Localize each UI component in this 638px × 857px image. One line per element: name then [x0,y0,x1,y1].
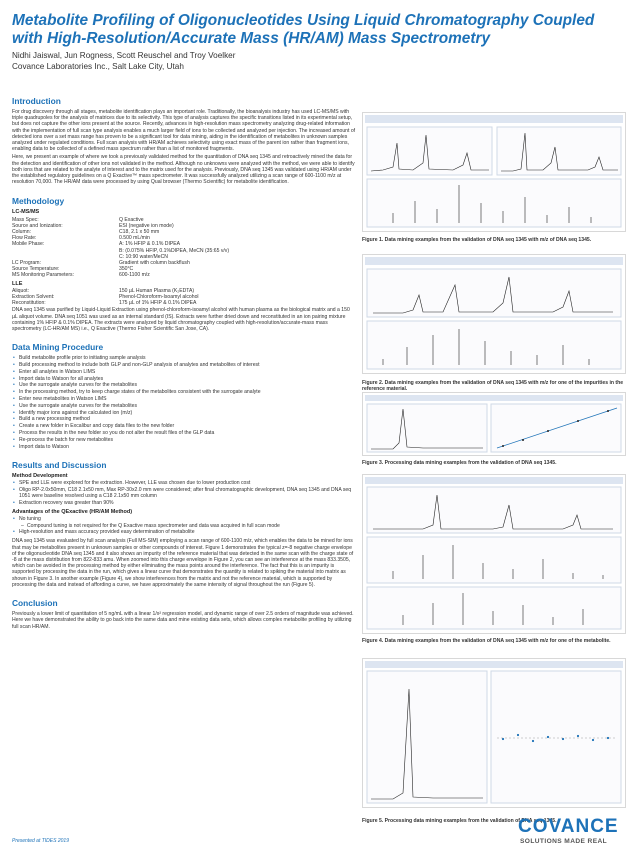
param-value: 0.500 mL/min [119,235,150,242]
poster-title: Metabolite Profiling of Oligonucleotides Using Liquid Chromatography Coupled with High-Resolution/Accurate Mass (HR/AM) Mass Spectrometry [12,12,595,47]
param-label: Mobile Phase: [12,241,45,248]
figure-5-image [362,658,626,808]
list-item: • Re-process the batch for new metabolites [12,437,356,443]
figure-2-caption: Figure 2. Data mining examples from the validation of DNA seq 1345 with m/z for one of the impurities in the reference material. [362,380,624,393]
procedure-heading: Data Mining Procedure [12,342,104,353]
advantages-list-2 [12,529,356,535]
param-label: Extraction Solvent: [12,294,55,301]
methodology-paragraph: DNA seq 1345 was purified by Liquid-Liquid Extraction using phenol-chloroform-isoamyl alcohol with human plasma as the biological matrix and a 150 µL aliquot volume. DNA seq 1051 was used as an internal standard (IS). Extracts were further dried down and reconstituted in an ion pairing mixture containing 1% HFIP & 0.1% DIPEA. The extracts were analyzed by liquid chromatography coupled with high-resolution/accurate-mass mass spectrometry (LC-HR/AM MS) i.e., Q Exactive (Thermo Fisher Scientific San Jose, CA). [12,307,350,333]
procedure-list [12,355,356,450]
param-value: Phenol-Chloroform-Isoamyl alcohol [119,294,199,301]
param-value: 350°C [119,266,134,273]
covance-logo [506,814,624,850]
list-item: • Use the surrogate analyte curves for the metabolites [12,382,356,388]
param-value: 175 µL of 1% HFIP & 0.1% DIPEA [119,300,197,307]
list-item: • Build metabolite profile prior to initiating sample analysis [12,355,356,361]
list-item: • Build processing method to include both GLP and non-GLP analysis of analytes and metabolites of interest [12,362,356,368]
list-item: • Enter all analytes in Watson LIMS [12,369,356,375]
figure-1-spectrum [363,113,625,231]
param-value: Gradient with column backflush [119,260,190,267]
introduction-paragraph-1: For drug discovery through all stages, metabolite identification plays an important role. Traditionally, the bioanalysis industry has used LC-MS/MS with triple quadrupoles for the analysis of matrices due to its selectivity. This type of analysis captures the specific transitions listed in its experimental setup, but does not capture the other ions present at the source. Recently, advances in high-resolution mass spectrometry analyzing drug-related information with the implementation of full scan type analysis enables a much larger field of ions to be collected and analyzed per injection. The increased amount of detected ions over a set mass range has proven to be a significant tool for data mining, aiding in the identification of metabolites in unknown samples analyzed under regulated conditions. Full scan analysis with HR/AM achieves selectivity using exact mass of the parent ion rather than fragment ions, enabling data to be collected of a defined mass spectrum rather than a list of monitored fragments. [12,109,356,153]
figure-1-caption: Figure 1. Data mining examples from the validation of DNA seq 1345 with m/z of DNA seq 1345. [362,237,592,243]
list-item: • SPE and LLE were explored for the extraction. However, LLE was chosen due to lower production cost [12,480,356,486]
methodology-heading: Methodology [12,196,65,207]
method-development-subheading: Method Development [12,472,68,479]
conclusion-paragraph: Previously a lower limit of quantitation of 5 ng/mL with a linear 1/x² regression model, and dynamic range of over 2.5 orders of magnitude was achieved. Here we have demonstrated the ability to go back into the same data and mine existing data sets, which allows complex metabolite profiling by utilizing full scan HR/AM. [12,611,354,630]
param-label: Flow Rate: [12,235,37,242]
lcms-parameters [12,217,356,279]
list-item: • Oligo RP-2.0x50mm, C18 2.1x50 mm, Max RP-30x2.0 mm were considered; after final chromatographic development, DNA seq 1345 and DNA seq 1051 were baseline resolved using a C18 2.1x50 mm column [12,487,356,499]
lle-subheading: LLE [12,280,23,287]
left-column [12,96,356,637]
figure-5-caption: Figure 5. Processing data mining examples from the validation of DNA seq 1345. [362,818,557,824]
advantages-list [12,516,356,522]
list-item: • No tuning [12,516,356,522]
author-names: Nidhi Jaiswal, Jun Rogness, Scott Reuschel and Troy Voelker [12,51,236,60]
conclusion-heading: Conclusion [12,598,58,609]
introduction-section [12,96,356,185]
conclusion-section [12,598,356,630]
figure-3-image [362,392,626,456]
results-heading: Results and Discussion [12,459,107,470]
list-item: • In the processing method, try to keep charge states of the metabolites consistent with the surrogate analyte [12,389,356,395]
list-item: • Import data to Watson [12,444,356,450]
list-item: • Create a new folder in Excalibur and copy data files to the new folder [12,423,356,429]
advantages-subheading: Advantages of the QExactive (HR/AM Method) [12,509,133,516]
results-paragraph: DNA seq 1345 was evaluated by full scan analysis (Full MS-SIM) employing a scan range of 600-1100 m/z, which enables the data to be mined for ions that may be metabolites present in unknown samples or other compounds of interest. Figure 1 demonstrates the typical z=-8 negative charge envelope of the oligonucleotide DNA seq 1345 and it also shows an impurity of the reference material that was detected in the same scan with the charge state of -8 at the mass distribution from 822-833 amu. When zoomed into this charge envelope in Figure 2, you can see an interference at the mass 833.3505, which can be avoided in the processing method by either eliminating the mass points around the interference. The fact that this is an impurity is supported by processing the data in the run, which gives a linear curve that demonstrates the quantity is related to spiking the material into matrix as shown in Figure 3. In another example (Figure 4), we show interferences from the matrix and not the reference material, which is supported by processing the data and instead of affording a curve, we have approximately the same intensity of signal throughout the run (Figure 5). [12,538,354,588]
figure-2-image [362,254,626,374]
param-value: A: 1% HFIP & 0.1% DIPEA B: (0.075% HFIP, 0.1%DIPEA, MeCN (35:65 v/v) C: 10:90 water/MeCN [119,241,230,260]
param-value: C18, 2.1 x 50 mm [119,229,160,236]
logo-tagline: SOLUTIONS MADE REAL [520,838,608,845]
procedure-section [12,342,356,450]
list-item: • Extraction recovery was greater than 90% [12,500,356,506]
param-value: Q Exactive [119,216,144,223]
lle-parameters [12,288,356,307]
method-development-list [12,480,356,506]
list-item: – Compound tuning is not required for the Q Exactive mass spectrometer and data was acquired in full scan mode [21,523,356,529]
results-section [12,460,356,588]
methodology-section [12,196,356,332]
list-item: • Import data to Watson for all analytes [12,376,356,382]
logo-wordmark: COVANCE [518,816,619,837]
list-item: • Use the surrogate analyte curves for the metabolites [12,403,356,409]
list-item: • Process the results in the new folder so you do not alter the result files of the GLP data [12,430,356,436]
param-label: Column: [12,229,31,236]
list-item: • Identify major ions against the calculated ion (m/z) [12,410,356,416]
param-value: ESI (negative ion mode) [119,222,174,229]
param-value: 150 µL Human Plasma (K₂EDTA) [119,287,195,294]
figure-4-spectrum [363,475,625,633]
introduction-heading: Introduction [12,96,61,106]
param-label: Reconstitution: [12,300,46,307]
figure-3-processing [363,393,625,455]
figure-2-spectrum [363,255,625,373]
param-value: 600-1100 m/z [119,272,150,279]
author-block [12,51,235,72]
introduction-paragraph-2: Here, we present an example of where we took a previously validated method for the quantitation of DNA seq 1345 and retroactively mined the data for the detection and identification of other ions not validated in the method. Although no unknowns were analyzed with the method, we were able to identify both ions that are related to the analyte of interest and to the matrix used for the analysis. Previously, DNA seq 1345 was validated using HR/AM under the established regulatory guidelines on a Q Exactive™ mass spectrometer. It was successfully analyzed utilizing a scan range of 600-1100 m/z at resolution 70,000. The HR/AM data were processed by using Qual browser (Thermo Scientific) for metabolite identification. [12,154,355,186]
param-label: Source and Ionization: [12,222,63,229]
figure-5-processing [363,659,625,807]
affiliation: Covance Laboratories Inc., Salt Lake City, Utah [12,61,184,71]
param-label: Source Temperature: [12,266,60,273]
figure-4-image [362,474,626,634]
param-label: MS Monitoring Parameters: [12,272,74,279]
figure-4-caption: Figure 4. Data mining examples from the validation of DNA seq 1345 with m/z for one of the metabolite. [362,638,611,644]
list-item: • High-resolution and mass accuracy provided easy determination of metabolite [12,529,356,535]
presented-at-footer: Presented at TIDES 2019 [12,838,69,844]
param-label: LC Program: [12,260,41,267]
param-label: Aliquot: [12,287,29,294]
figure-3-caption: Figure 3. Processing data mining examples from the validation of DNA seq 1345. [362,460,557,466]
list-item: • Build a new processing method [12,416,356,422]
lcms-subheading: LC-MS/MS [12,209,40,216]
list-item: • Enter new metabolites in Watson LIMS [12,396,356,402]
figure-1-image [362,112,626,232]
param-label: Mass Spec: [12,216,39,223]
